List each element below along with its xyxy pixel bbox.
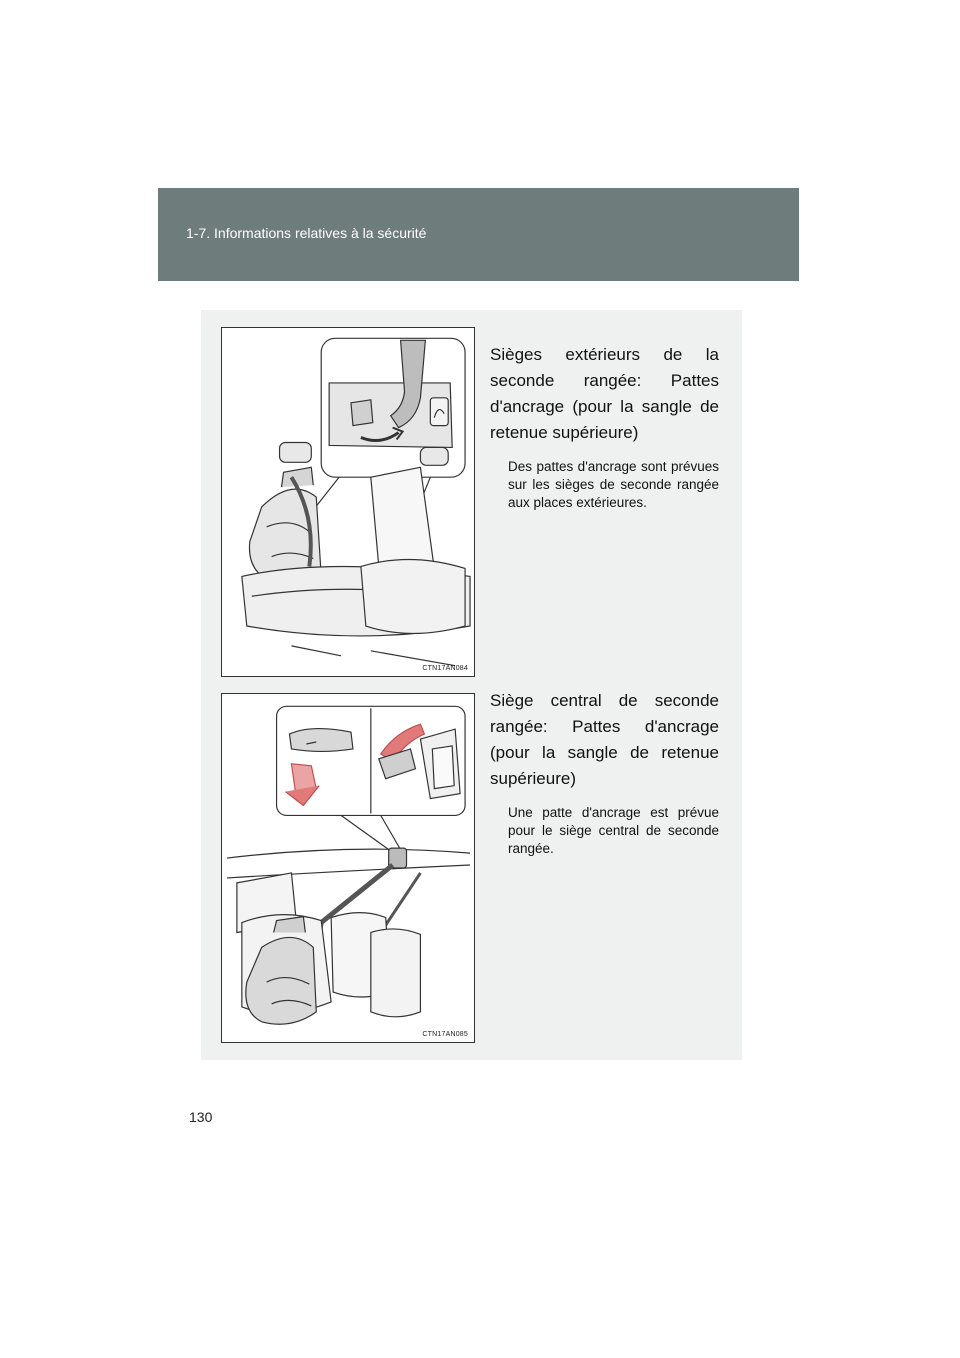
section-body: Une patte d'ancrage est prévue pour le siège central de seconde rangée. [508,805,719,856]
figure-center-seat-anchor [221,693,475,1043]
content-panel [201,310,742,1060]
section-body: Des pattes d'ancrage sont prévues sur les sièges de seconde rangée aux places extérieures. [508,459,719,510]
center-seat-illustration [222,694,474,1042]
section-title: 1-7. Informations relatives à la sécurité [186,225,427,241]
section-heading: Siège central de seconde rangée: Pattes d'ancrage (pour la sangle de retenue supérieure) [490,691,719,788]
section-center-seat [490,688,719,858]
page-number: 130 [189,1109,213,1125]
figure-code: CTN17AN085 [422,1031,468,1038]
outboard-seat-illustration [222,328,474,676]
section-heading: Sièges extérieurs de la seconde rangée: Pattes d'ancrage (pour la sangle de retenue supérieure) [490,345,719,442]
section-outboard-seats [490,342,719,512]
figure-code: CTN17AN084 [422,665,468,672]
section-header-bar [158,188,799,281]
figure-outboard-seat-anchor [221,327,475,677]
